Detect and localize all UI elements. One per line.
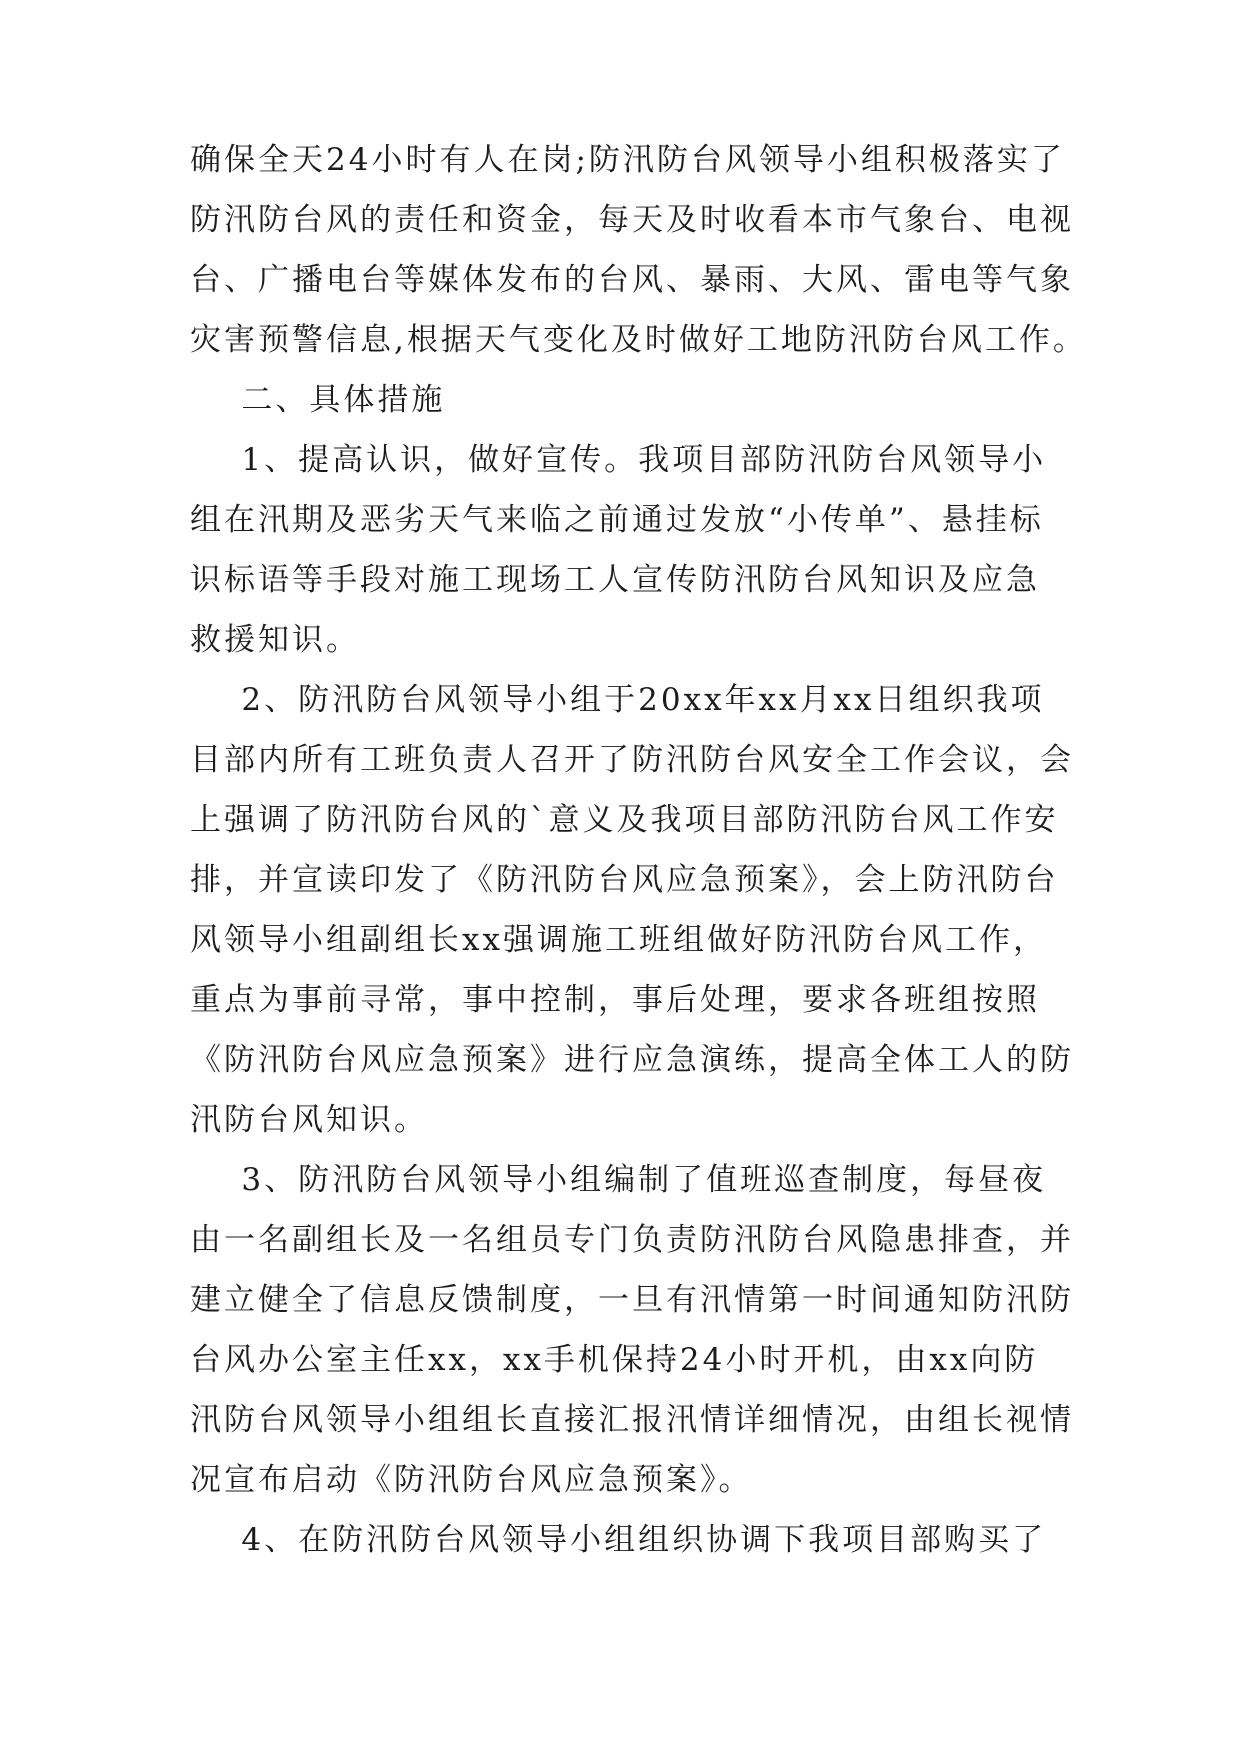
- text-line: 救援知识。: [190, 622, 360, 658]
- text-line: 台、广播电台等媒体发布的台风、暴雨、大风、雷电等气象: [190, 262, 1074, 298]
- text-line: 组在汛期及恶劣天气来临之前通过发放“小传单”、悬挂标: [190, 502, 1044, 538]
- text-line: 汛防台风知识。: [190, 1102, 428, 1138]
- text-line: 3、防汛防台风领导小组编制了值班巡查制度，每昼夜: [190, 1162, 1047, 1198]
- text-line: 由一名副组长及一名组员专门负责防汛防台风隐患排查，并: [190, 1222, 1074, 1258]
- text-line: 1、提高认识，做好宣传。我项目部防汛防台风领导小: [190, 442, 1047, 478]
- text-line: 灾害预警信息,根据天气变化及时做好工地防汛防台风工作。: [190, 322, 1087, 358]
- body-text: [190, 130, 1087, 1570]
- text-line: 目部内所有工班负责人召开了防汛防台风安全工作会议，会: [190, 742, 1074, 778]
- text-line: 况宣布启动《防汛防台风应急预案》。: [190, 1462, 753, 1498]
- text-line: 重点为事前寻常，事中控制，事后处理，要求各班组按照: [190, 982, 1040, 1018]
- text-line: 汛防台风领导小组组长直接汇报汛情详细情况，由组长视情: [190, 1402, 1074, 1438]
- text-line: 风领导小组副组长xx强调施工班组做好防汛防台风工作，: [190, 922, 1047, 958]
- text-line: 上强调了防汛防台风的`意义及我项目部防汛防台风工作安: [190, 802, 1059, 838]
- text-line: 台风办公室主任xx，xx手机保持24小时开机，由xx向防: [190, 1342, 1039, 1378]
- text-line: 排，并宣读印发了《防汛防台风应急预案》，会上防汛防台: [190, 862, 1059, 898]
- text-line: 4、在防汛防台风领导小组组织协调下我项目部购买了: [190, 1522, 1047, 1558]
- text-line: 防汛防台风的责任和资金，每天及时收看本市气象台、电视: [190, 202, 1074, 238]
- text-line: 《防汛防台风应急预案》进行应急演练，提高全体工人的防: [190, 1042, 1074, 1078]
- text-line: 建立健全了信息反馈制度，一旦有汛情第一时间通知防汛防: [190, 1282, 1074, 1318]
- text-line: 2、防汛防台风领导小组于20xx年xx月xx日组织我项: [190, 682, 1045, 718]
- text-line: 识标语等手段对施工现场工人宣传防汛防台风知识及应急: [190, 562, 1040, 598]
- section-heading: 二、具体措施: [190, 382, 446, 418]
- text-line: 确保全天24小时有人在岗;防汛防台风领导小组积极落实了: [190, 142, 1065, 178]
